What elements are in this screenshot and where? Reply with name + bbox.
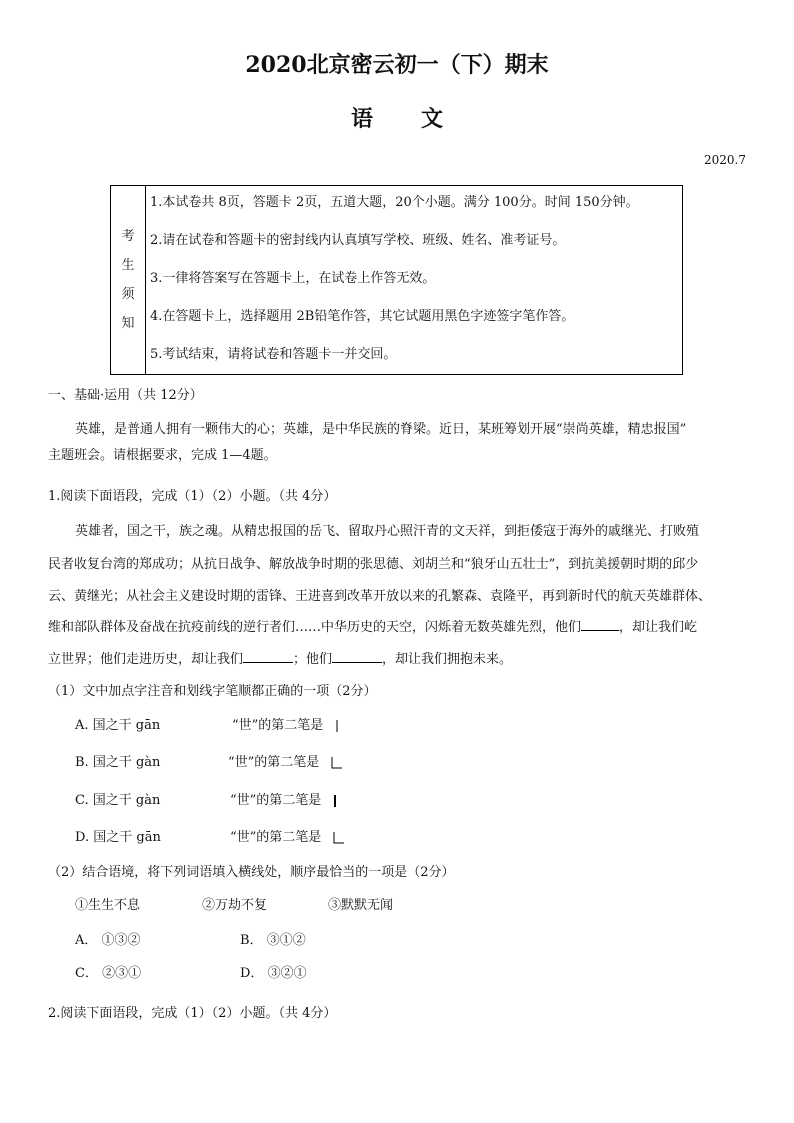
- option-label: D.: [75, 830, 90, 845]
- passage-text: ；他们: [293, 652, 333, 667]
- answer-blank: [332, 650, 382, 663]
- option-label: A.: [75, 718, 89, 733]
- option-text: 国之干 gān: [93, 830, 161, 845]
- vertical-stroke-icon: [331, 794, 339, 808]
- option-label: C．: [75, 966, 98, 981]
- option-stroke-text: “世”的第二笔是: [228, 755, 320, 770]
- option-text: ②③①: [102, 966, 142, 981]
- option-stroke: [230, 789, 339, 808]
- option-stroke: [232, 714, 341, 733]
- subquestion-heading: （2）结合语境，将下列词语填入横线处，顺序最恰当的一项是（2分）: [48, 865, 455, 880]
- subject-char-2: 文: [421, 106, 444, 132]
- vertical-stroke-icon: [333, 719, 341, 733]
- candidate-notice-box: [110, 185, 683, 375]
- subquestion-heading: （1）文中加点字注音和划线字笔顺都正确的一项（2分）: [48, 684, 377, 699]
- word-item: ②万劫不复: [202, 898, 268, 913]
- answer-blank: [243, 650, 293, 663]
- notice-items: [146, 186, 682, 374]
- option-stroke-text: “世”的第二笔是: [232, 718, 324, 733]
- option-text: ③①②: [266, 933, 306, 948]
- option-text: 国之干 gàn: [92, 793, 161, 808]
- subject-title: [0, 102, 794, 133]
- section-intro: 英雄，是普通人拥有一颗伟大的心；英雄，是中华民族的脊梁。近日，某班筹划开展“崇尚英雄，精忠报国”: [75, 422, 687, 437]
- exam-date: 2020.7: [704, 153, 746, 167]
- question-heading: 1.阅读下面语段，完成（1）（2）小题。（共 4分）: [48, 489, 337, 504]
- answer-blank: [581, 618, 619, 631]
- passage-text: 立世界；他们走进历史，却让我们: [48, 652, 244, 667]
- option-stroke-text: “世”的第二笔是: [230, 830, 322, 845]
- option-label: C.: [75, 793, 89, 808]
- option-label: B.: [75, 755, 89, 770]
- option-row: [75, 751, 160, 770]
- notice-item: 1.本试卷共 8页，答题卡 2页，五道大题，20个小题。满分 100分。时间 150分钟。: [150, 195, 639, 210]
- notice-item: 2.请在试卷和答题卡的密封线内认真填写学校、班级、姓名、准考证号。: [150, 233, 566, 248]
- notice-label: [111, 186, 146, 374]
- notice-label-char: 知: [121, 316, 135, 331]
- option-label: B．: [240, 933, 263, 948]
- passage-line: 民者收复台湾的郑成功；从抗日战争、解放战争时期的张思德、刘胡兰和“狼牙山五壮士”，到抗美援朝时期的邱少: [48, 557, 699, 572]
- passage-text: ，却让我们屹: [619, 620, 698, 635]
- passage-line: 云、黄继光；从社会主义建设时期的雷锋、王进喜到改革开放以来的孔繁森、袁隆平，再到新时代的航天英雄群体、: [48, 589, 712, 604]
- vertical-turn-stroke-icon: [331, 831, 345, 845]
- option-stroke: [230, 826, 345, 845]
- passage-line: [48, 648, 512, 667]
- section-intro: 主题班会。请根据要求，完成 1—4题。: [48, 448, 277, 463]
- passage-line: 英雄者，国之干，族之魂。从精忠报国的岳飞、留取丹心照汗青的文天祥，到拒倭寇于海外的戚继光、打败殖: [75, 524, 700, 539]
- option-label: D．: [240, 966, 264, 981]
- word-item: ③默默无闻: [328, 898, 394, 913]
- notice-item: 4.在答题卡上，选择题用 2B铅笔作答，其它试题用黑色字迹签字笔作答。: [150, 309, 575, 324]
- option-row: [75, 929, 141, 948]
- vertical-turn-stroke-icon: [329, 756, 343, 770]
- notice-label-char: 考: [121, 229, 135, 244]
- option-stroke-text: “世”的第二笔是: [230, 793, 322, 808]
- option-text: ①③②: [101, 933, 141, 948]
- option-row: [75, 789, 160, 808]
- notice-label-char: 须: [121, 287, 135, 302]
- option-stroke: [228, 751, 343, 770]
- notice-item: 5.考试结束，请将试卷和答题卡一并交回。: [150, 347, 397, 362]
- option-row: [240, 962, 307, 981]
- option-text: 国之干 gān: [92, 718, 161, 733]
- notice-item: 3.一律将答案写在答题卡上，在试卷上作答无效。: [150, 271, 436, 286]
- option-text: 国之干 gàn: [92, 755, 161, 770]
- option-row: [75, 714, 160, 733]
- word-item: ①生生不息: [75, 898, 141, 913]
- option-row: [240, 929, 306, 948]
- passage-text: 维和部队群体及奋战在抗疫前线的逆行者们……中华历史的天空，闪烁着无数英雄先烈，他们: [48, 620, 582, 635]
- passage-text: ，却让我们拥抱未来。: [382, 652, 513, 667]
- option-row: [75, 962, 141, 981]
- exam-title: 2020北京密云初一（下）期末: [245, 52, 549, 78]
- subject-char-1: 语: [350, 106, 373, 132]
- section-heading: 一、基础·运用（共 12分）: [48, 388, 203, 403]
- option-row: [75, 826, 161, 845]
- option-label: A．: [75, 933, 98, 948]
- passage-line: [48, 616, 697, 635]
- notice-label-char: 生: [121, 258, 135, 273]
- option-text: ③②①: [267, 966, 307, 981]
- question-heading: 2.阅读下面语段，完成（1）（2）小题。（共 4分）: [48, 1006, 337, 1021]
